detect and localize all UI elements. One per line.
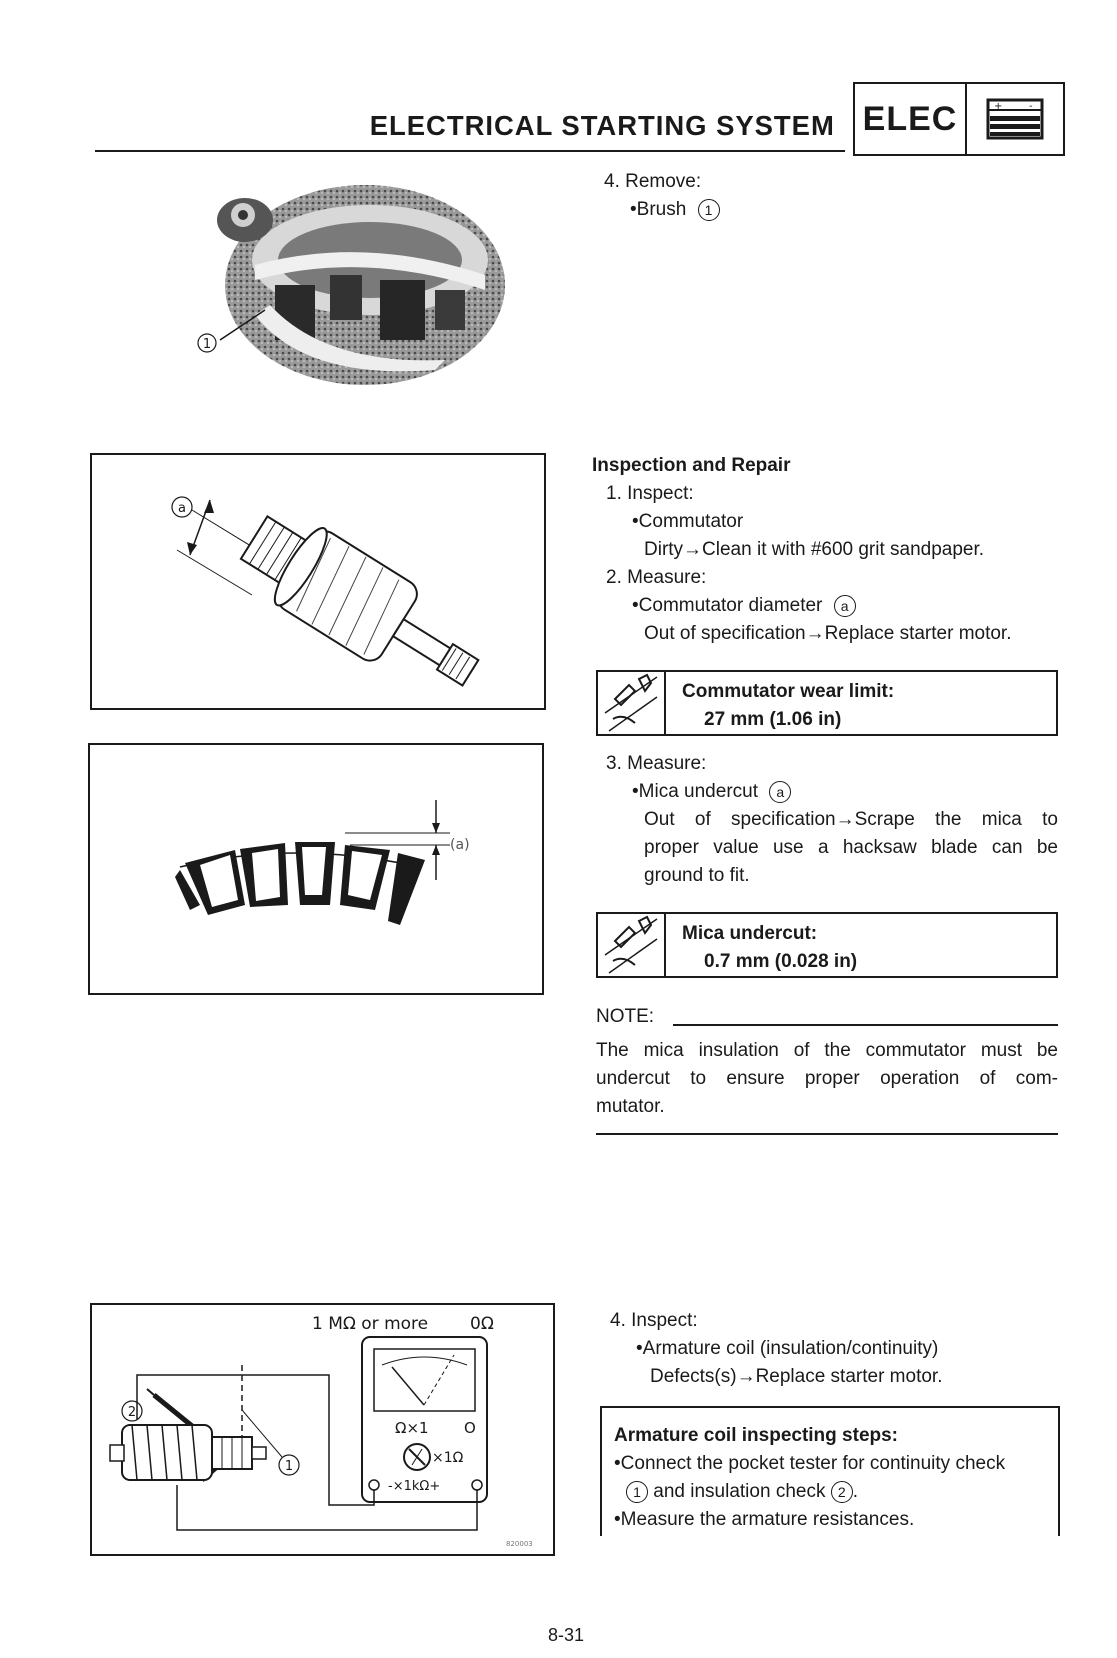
measure-step-2-item — [632, 592, 856, 620]
inspect-step-1-item: •Commutator — [632, 511, 744, 532]
step3-line-3: ground to fit. — [644, 865, 750, 886]
remove-step-heading: 4. Remove: — [604, 171, 702, 192]
commutator-diameter-label: •Commutator diameter — [632, 595, 823, 616]
spec-mica-label: Mica undercut: — [682, 923, 818, 944]
remove-item-label: •Brush — [630, 199, 687, 220]
circled-ref: a — [834, 595, 856, 617]
note-line-2: undercut to ensure proper operation of com- — [596, 1068, 1058, 1089]
measure-step-2-action: Out of specification→Replace starter motor. — [644, 623, 1012, 644]
inspect-step-4-action: Defects(s)→Replace starter motor. — [650, 1366, 943, 1387]
note-label: NOTE: — [596, 1006, 655, 1027]
caliper-icon — [598, 672, 666, 734]
armature-steps-mid: and insulation check — [653, 1481, 826, 1502]
inspect-step-4: 4. Inspect: — [610, 1310, 698, 1331]
armature-steps-title: Armature coil inspecting steps: — [614, 1425, 899, 1446]
svg-text:+: + — [994, 101, 1003, 112]
knob-label: ×1Ω — [432, 1450, 464, 1466]
circled-ref: 1 — [698, 199, 720, 221]
inspect-step-1: 1. Inspect: — [606, 483, 694, 504]
note-rule-top — [673, 1024, 1058, 1026]
mica-undercut-label: •Mica undercut — [632, 781, 758, 802]
battery-icon — [967, 84, 1063, 154]
inspection-heading: Inspection and Repair — [592, 455, 791, 476]
step3-line-2: proper value use a hacksaw blade can be — [644, 837, 1058, 858]
page-number: 8-31 — [548, 1625, 585, 1645]
spec-wear-value: 27 mm (1.06 in) — [704, 709, 842, 730]
note-rule-bottom — [596, 1133, 1058, 1135]
brush-photo — [185, 165, 505, 395]
range-zero: O — [464, 1419, 476, 1437]
armature-steps-line-2: 1 and insulation check 2 . — [626, 1478, 858, 1506]
armature-figure — [90, 453, 546, 710]
remove-step-item — [630, 196, 720, 224]
pocket-tester-figure — [90, 1303, 555, 1556]
note-line-3: mutator. — [596, 1096, 665, 1117]
armature-steps-line-3: •Measure the armature resistances. — [614, 1509, 915, 1530]
zero-label: 0Ω — [470, 1314, 494, 1334]
caliper-icon — [598, 914, 666, 976]
section-tab — [853, 82, 1065, 156]
tester-callout-1: 1 — [284, 1459, 294, 1474]
circled-ref: 2 — [831, 1481, 853, 1503]
terminals-label: -×1kΩ+ — [388, 1479, 441, 1494]
section-label: ELEC — [855, 84, 967, 154]
svg-text:-: - — [1029, 101, 1033, 112]
inspect-step-1-action: Dirty→Clean it with #600 grit sandpaper. — [644, 539, 985, 560]
spec-wear-label: Commutator wear limit: — [682, 681, 895, 702]
armature-steps-box — [600, 1406, 1060, 1536]
circled-ref: 1 — [626, 1481, 648, 1503]
figure-code: 820003 — [506, 1540, 533, 1548]
inspect-step-4-item: •Armature coil (insulation/continuity) — [636, 1338, 939, 1359]
reading-label: 1 MΩ or more — [312, 1314, 429, 1334]
measure-step-2: 2. Measure: — [606, 567, 707, 588]
armature-steps-line-1: •Connect the pocket tester for continuity check — [614, 1453, 1006, 1474]
step3-line-1: Out of specification→Scrape the mica to — [644, 809, 1058, 830]
mica-undercut-spec — [596, 912, 1058, 978]
mica-callout: (a) — [450, 837, 470, 853]
measure-step-3: 3. Measure: — [606, 753, 707, 774]
commutator-wear-spec — [596, 670, 1058, 736]
measure-step-3-item — [632, 778, 791, 806]
note-line-1: The mica insulation of the commutator must be — [596, 1040, 1058, 1061]
circled-ref: a — [769, 781, 791, 803]
range-ohm: Ω×1 — [395, 1419, 429, 1437]
spec-mica-value: 0.7 mm (0.028 in) — [704, 951, 858, 972]
header-rule — [95, 150, 845, 152]
page-title: ELECTRICAL STARTING SYSTEM — [369, 110, 835, 141]
tester-callout-2: 2 — [127, 1405, 137, 1420]
armature-callout: a — [178, 501, 186, 516]
photo-callout: 1 — [202, 337, 212, 352]
mica-undercut-figure — [88, 743, 544, 995]
